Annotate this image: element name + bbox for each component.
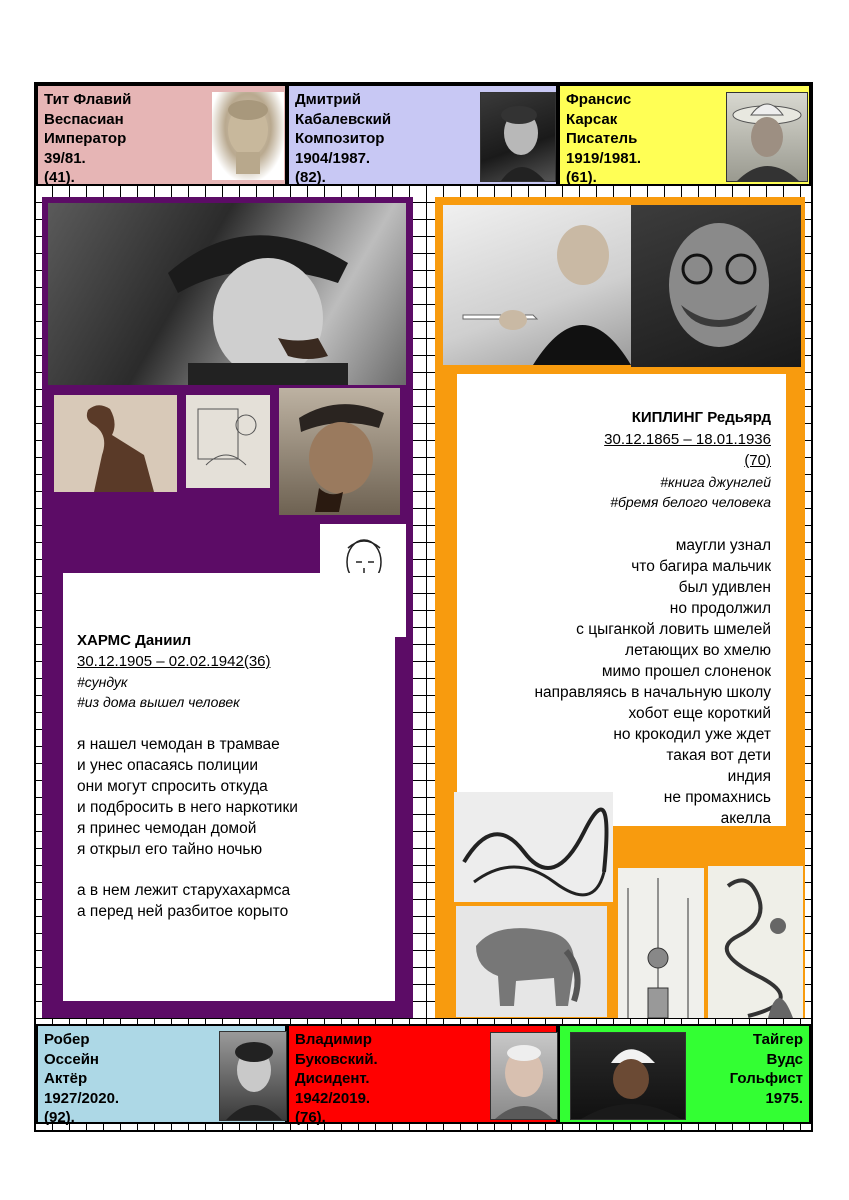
cell-line: 1904/1987. <box>295 149 371 167</box>
cell-line: Робер <box>44 1031 90 1048</box>
poem-line: и унес опасаясь полиции <box>77 757 259 774</box>
kipling-smoking-photo <box>443 205 631 365</box>
kharms-caricature-photo <box>54 395 177 492</box>
cell-line: (41). <box>44 169 75 187</box>
kharms-main-photo <box>48 203 406 385</box>
bust-photo <box>212 92 284 180</box>
cell-line: Император <box>44 130 127 148</box>
cell-line: 1927/2020. <box>44 1089 120 1107</box>
cell-line: Веспасиан <box>44 110 124 128</box>
cell-bukovsky <box>287 1024 558 1127</box>
cell-line: Гольфист <box>729 1070 803 1088</box>
poem-line: индия <box>727 768 771 785</box>
hossein-photo <box>219 1031 287 1121</box>
cell-line: Буковский. <box>295 1050 378 1068</box>
cell-line: Карсак <box>566 110 618 128</box>
poem-line: летающих во хмелю <box>625 642 771 659</box>
poem-line: а перед ней разбитое корыто <box>77 903 289 920</box>
kharms-tag: #из дома вышел человек <box>77 694 240 710</box>
poem-line: хобот еще короткий <box>628 705 771 722</box>
cell-kabalevsky <box>287 84 558 186</box>
poem-line: я принес чемодан домой <box>77 820 257 837</box>
cell-line: (82). <box>295 169 326 187</box>
kharms-tag: #сундук <box>77 674 128 690</box>
cell-line: Владимир <box>295 1031 372 1048</box>
poem-line: а в нем лежит старухахармса <box>77 882 291 899</box>
cell-line: Оссейн <box>44 1050 99 1068</box>
cell-line: Кабалевский <box>295 110 392 128</box>
kipling-dates: 30.12.1865 – 18.01.1936 <box>604 431 771 448</box>
kharms-profile-photo <box>279 388 400 515</box>
cell-line: Писатель <box>566 130 638 148</box>
kabalevsky-photo <box>480 92 556 182</box>
poem-line: акелла <box>720 810 771 827</box>
carsac-photo <box>726 92 808 182</box>
cell-line: Композитор <box>295 130 385 148</box>
cell-line: Актёр <box>44 1070 88 1088</box>
cell-woods <box>558 1024 811 1124</box>
cell-line: (92). <box>44 1109 75 1127</box>
bukovsky-photo <box>490 1032 558 1120</box>
snakes-illustration <box>454 792 613 902</box>
poem-line: я открыл его тайно ночью <box>77 841 263 858</box>
kipling-name: КИПЛИНГ Редьярд <box>631 409 771 426</box>
poem-line: но крокодил уже ждет <box>613 726 771 743</box>
cell-line: Тайгер <box>752 1031 803 1048</box>
cell-line: Дмитрий <box>295 91 361 108</box>
cell-line: Вудс <box>766 1050 803 1068</box>
jungle-illustration <box>618 868 704 1018</box>
cell-line: 39/81. <box>44 149 86 167</box>
poem-line: был удивлен <box>678 579 771 596</box>
poem-line: что багира мальчик <box>631 558 771 575</box>
kharms-dates: 30.12.1905 – 02.02.1942(36) <box>77 653 271 670</box>
cell-carsac <box>558 84 811 186</box>
kipling-tag: #бремя белого человека <box>610 494 771 510</box>
poem-line: направляясь в начальную школу <box>534 684 771 701</box>
poem-line: не промахнись <box>663 789 771 806</box>
poem-line: такая вот дети <box>666 747 771 764</box>
poem-line: и подбросить в него наркотики <box>77 799 298 816</box>
kaa-illustration <box>708 866 803 1018</box>
poem-line: но продолжил <box>669 600 771 617</box>
woods-photo <box>570 1032 686 1120</box>
cell-line: (61). <box>566 169 597 187</box>
cell-line: 1975. <box>765 1089 803 1107</box>
elephant-illustration <box>456 906 607 1017</box>
cell-line: Тит Флавий <box>44 91 132 108</box>
kipling-tag: #книга джунглей <box>660 474 771 490</box>
poem-line: с цыганкой ловить шмелей <box>576 621 771 638</box>
poem-line: я нашел чемодан в трамвае <box>77 736 280 753</box>
cell-line: Дисидент. <box>295 1070 370 1088</box>
kipling-portrait-photo <box>631 205 801 367</box>
cell-line: 1942/2019. <box>295 1089 371 1107</box>
kipling-age: (70) <box>744 452 771 469</box>
poem-line: они могут спросить откуда <box>77 778 268 795</box>
kharms-poem <box>77 734 298 860</box>
kharms-poem-ending <box>77 880 290 922</box>
kharms-sketch-photo <box>186 395 270 488</box>
kharms-name: ХАРМС Даниил <box>77 632 192 649</box>
cell-line: Франсис <box>566 91 632 108</box>
poem-line: маугли узнал <box>675 537 771 554</box>
cell-line: 1919/1981. <box>566 149 642 167</box>
poem-line: мимо прошел слоненок <box>601 663 771 680</box>
cell-line: (76). <box>295 1109 326 1127</box>
kipling-poem <box>534 535 771 829</box>
cell-hossein <box>36 1024 287 1127</box>
cell-vespasian <box>36 84 287 186</box>
